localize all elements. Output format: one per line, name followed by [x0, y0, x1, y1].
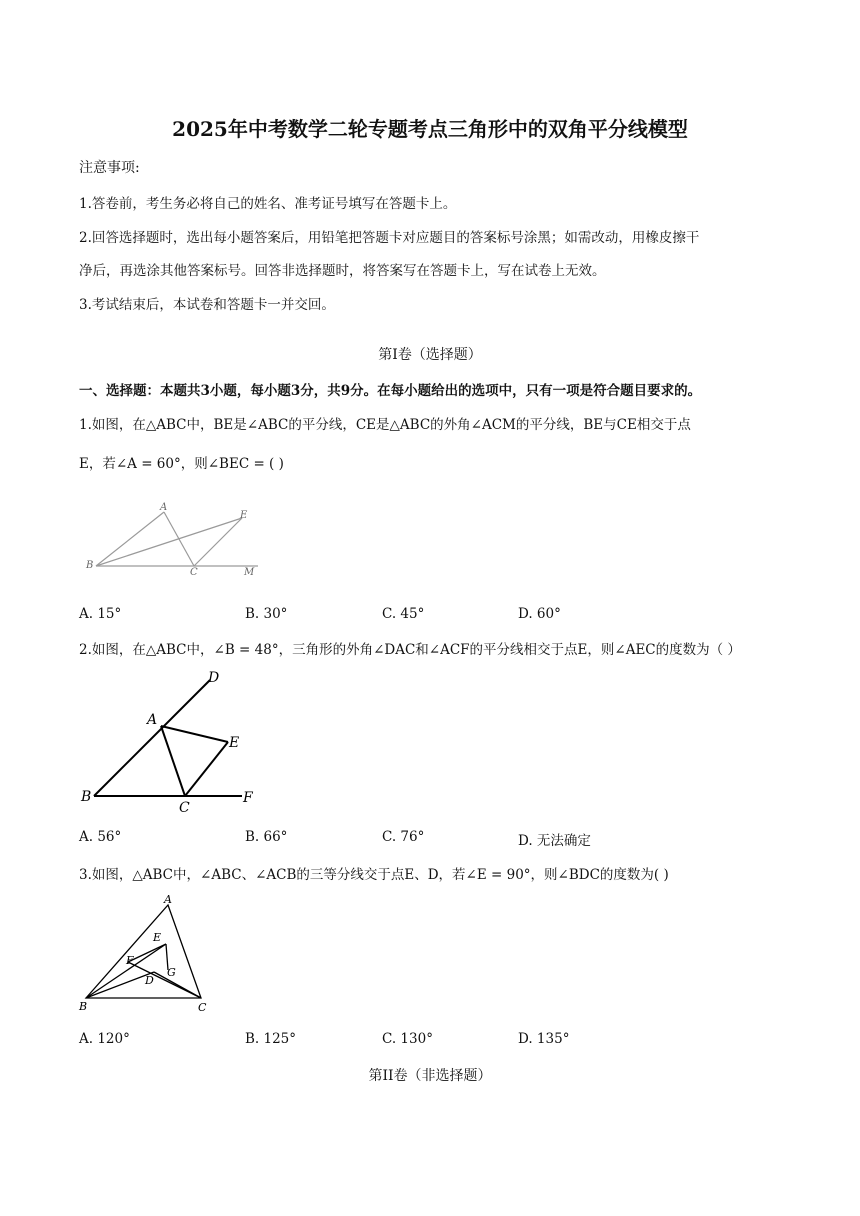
- line-ba: [96, 512, 164, 566]
- notice-item-1: 1.答卷前，考生务必将自己的姓名、准考证号填写在答题卡上。: [79, 196, 457, 212]
- q2-option-a[interactable]: A. 56°: [79, 829, 122, 845]
- label-b: B: [81, 789, 92, 805]
- question-1-text: 1.如图，在△ABC中，BE是∠ABC的平分线，CE是△ABC的外角∠ACM的平分线，BE与CE相交于点: [79, 417, 691, 433]
- q2-option-d[interactable]: D. 无法确定: [518, 833, 591, 849]
- question-3-figure: [76, 890, 216, 1016]
- line-bd: [86, 972, 154, 998]
- label-e: E: [240, 510, 248, 521]
- question-1-text-cont: E，若∠A = 60°，则∠BEC = ( ): [79, 456, 284, 472]
- label-f: F: [126, 954, 134, 967]
- page-title: 2025年中考数学二轮专题考点三角形中的双角平分线模型: [172, 117, 688, 141]
- label-a: A: [160, 502, 168, 513]
- label-g: G: [167, 966, 176, 979]
- question-1-figure: [80, 498, 270, 580]
- line-be: [96, 518, 242, 566]
- label-b: B: [86, 560, 94, 571]
- q3-option-c[interactable]: C. 130°: [382, 1031, 433, 1047]
- q3-option-d[interactable]: D. 135°: [518, 1031, 570, 1047]
- q2-option-b[interactable]: B. 66°: [245, 829, 288, 845]
- notice-item-3: 3.考试结束后，本试卷和答题卡一并交回。: [79, 297, 335, 313]
- line-ef: [128, 944, 166, 962]
- triangle-abc: [86, 905, 201, 998]
- notice-item-2-cont: 净后，再选涂其他答案标号。回答非选择题时，将答案写在答题卡上，写在试卷上无效。: [79, 263, 606, 279]
- label-c: C: [179, 800, 190, 814]
- label-e: E: [153, 931, 162, 944]
- q3-option-b[interactable]: B. 125°: [245, 1031, 297, 1047]
- label-d: D: [208, 670, 220, 686]
- q1-option-c[interactable]: C. 45°: [382, 606, 425, 622]
- q1-option-a[interactable]: A. 15°: [79, 606, 122, 622]
- notice-item-2: 2.回答选择题时，选出每小题答案后，用铅笔把答题卡对应题目的答案标号涂黑；如需改动，用橡皮擦干: [79, 230, 700, 246]
- line-ce: [194, 518, 242, 566]
- q1-option-b[interactable]: B. 30°: [245, 606, 288, 622]
- label-a: A: [147, 712, 158, 728]
- line-bd: [94, 680, 210, 796]
- q1-option-d[interactable]: D. 60°: [518, 606, 561, 622]
- line-cd: [154, 972, 201, 998]
- q3-option-a[interactable]: A. 120°: [79, 1031, 130, 1047]
- part1-heading: 第I卷（选择题）: [378, 347, 482, 363]
- notice-heading: 注意事项:: [79, 160, 140, 176]
- line-ce: [185, 742, 228, 796]
- label-f: F: [243, 790, 253, 806]
- label-c: C: [198, 1001, 207, 1014]
- label-m: M: [244, 567, 255, 578]
- label-d: D: [145, 974, 154, 987]
- line-ae: [161, 726, 228, 742]
- label-a: A: [164, 893, 172, 906]
- question-3-text: 3.如图，△ABC中，∠ABC、∠ACB的三等分线交于点E、D，若∠E = 90°，则∠BDC的度数为( ): [79, 867, 669, 883]
- part1-instruction: 一、选择题：本题共3小题，每小题3分，共9分。在每小题给出的选项中，只有一项是符合题目要求的。: [79, 383, 702, 399]
- q2-option-c[interactable]: C. 76°: [382, 829, 425, 845]
- question-2-figure: [78, 666, 268, 814]
- question-2-text: 2.如图，在△ABC中，∠B = 48°，三角形的外角∠DAC和∠ACF的平分线相交于点E，则∠AEC的度数为（ ）: [79, 642, 741, 658]
- label-e: E: [229, 735, 240, 751]
- label-c: C: [190, 567, 198, 578]
- line-ac: [161, 726, 185, 796]
- part2-heading: 第II卷（非选择题）: [368, 1068, 492, 1084]
- label-b: B: [79, 1000, 88, 1013]
